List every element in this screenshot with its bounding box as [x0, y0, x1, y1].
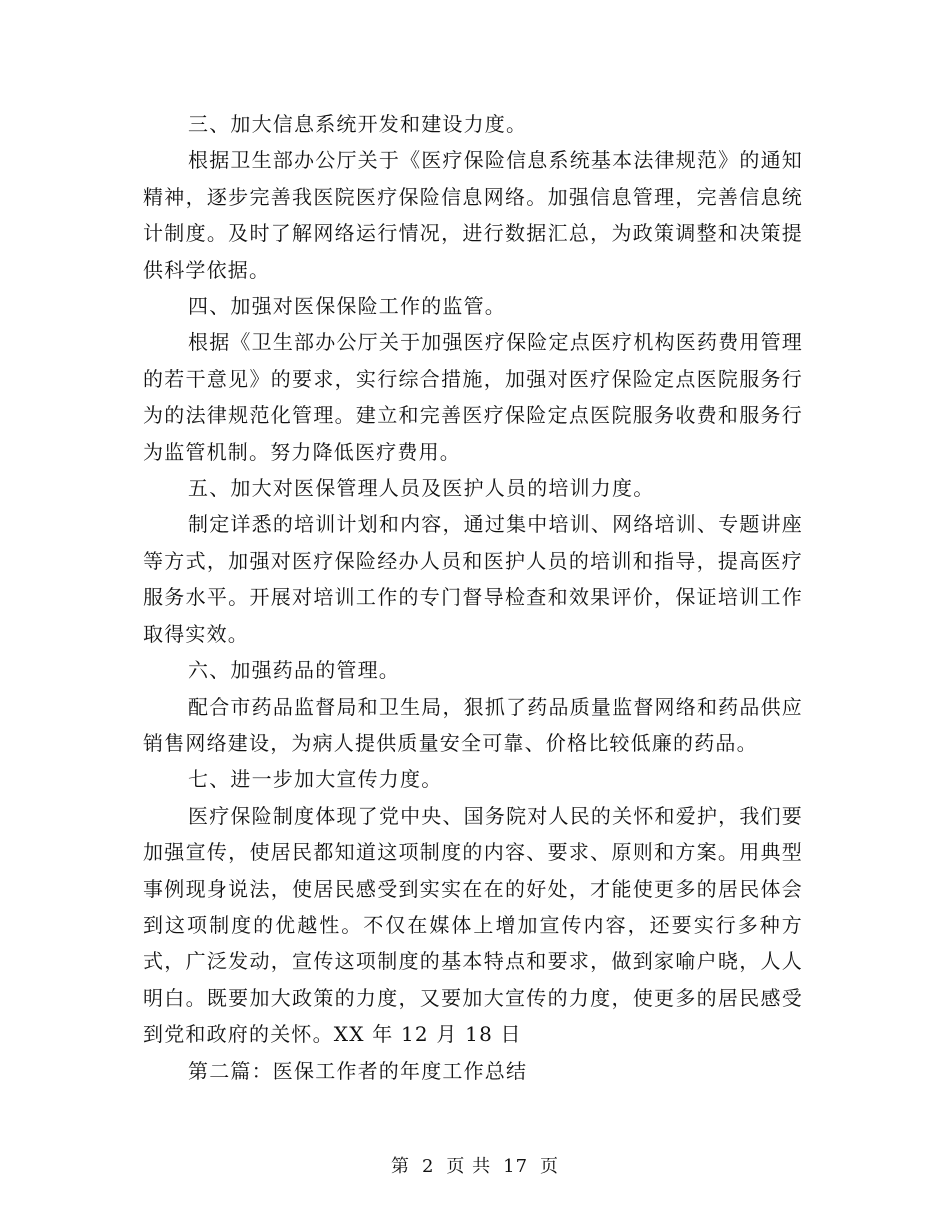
document-page	[143, 106, 803, 1089]
paragraph-supervision: 根据《卫生部办公厅关于加强医疗保险定点医疗机构医药费用管理的若干意见》的要求，实行综合措施，加强对医疗保险定点医院服务行为的法律规范化管理。建立和完善医疗保险定点医院服务收费和服务行为监管机制。努力降低医疗费用。	[143, 330, 803, 464]
section-heading-5: 五、加大对医保管理人员及医护人员的培训力度。	[188, 476, 655, 501]
page-footer	[0, 1152, 950, 1178]
section-heading-4: 四、加强对医保保险工作的监管。	[188, 294, 506, 319]
footer-suffix: 页	[540, 1156, 560, 1177]
total-pages: 17	[503, 1156, 529, 1177]
footer-prefix: 第	[390, 1156, 410, 1177]
paragraph-info-system: 根据卫生部办公厅关于《医疗保险信息系统基本法律规范》的通知精神，逐步完善我医院医疗保险信息网络。加强信息管理，完善信息统计制度。及时了解网络运行情况，进行数据汇总，为政策调整和决策提供科学依据。	[143, 148, 803, 282]
page-number: 2	[421, 1156, 435, 1177]
part-two-title: 第二篇：医保工作者的年度工作总结	[188, 1058, 528, 1083]
paragraph-training: 制定详悉的培训计划和内容，通过集中培训、网络培训、专题讲座等方式，加强对医疗保险经办人员和医护人员的培训和指导，提高医疗服务水平。开展对培训工作的专门督导检查和效果评价，保证培训工作取得实效。	[143, 512, 803, 646]
paragraph-publicity: 医疗保险制度体现了党中央、国务院对人民的关怀和爱护，我们要加强宣传，使居民都知道这项制度的内容、要求、原则和方案。用典型事例现身说法，使居民感受到实实在在的好处，才能使更多的居民体会到这项制度的优越性。不仅在媒体上增加宣传内容，还要实行多种方式，广泛发动，宣传这项制度的基本特点和要求，做到家喻户晓，人人明白。既要加大政策的力度，又要加大宣传的力度，使更多的居民感受到党和政府的关怀。XX 年 12 月 18 日	[143, 803, 803, 1047]
section-heading-6: 六、加强药品的管理。	[188, 658, 400, 683]
paragraph-drug-management: 配合市药品监督局和卫生局，狠抓了药品质量监督网络和药品供应销售网络建设，为病人提供质量安全可靠、价格比较低廉的药品。	[143, 694, 803, 755]
section-heading-3: 三、加大信息系统开发和建设力度。	[188, 112, 528, 136]
footer-middle: 页 共	[446, 1156, 492, 1177]
section-heading-7: 七、进一步加大宣传力度。	[188, 767, 443, 792]
